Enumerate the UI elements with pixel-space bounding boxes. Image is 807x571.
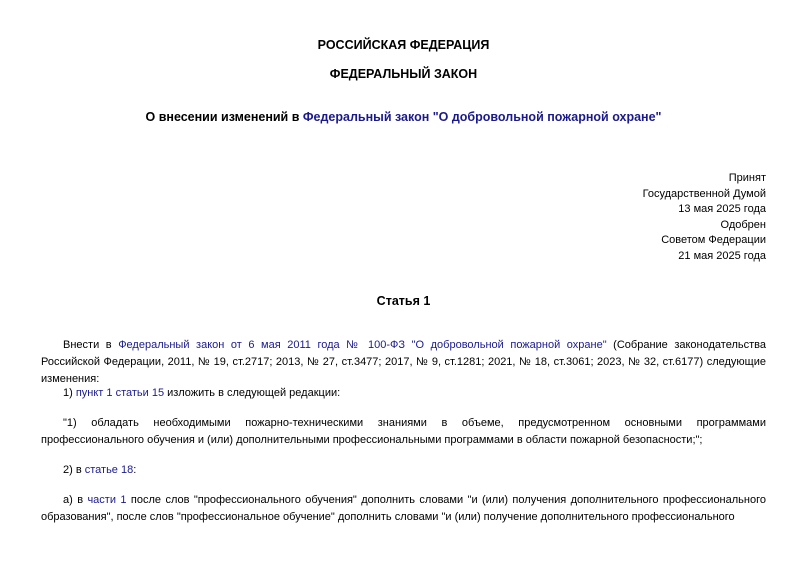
article-18-link[interactable]: статье 18: [84, 464, 134, 476]
law-title-prefix: О внесении изменений в: [145, 110, 303, 124]
item-2-prefix: 2) в: [63, 464, 85, 476]
adoption-accepted: Принят: [728, 172, 766, 184]
adoption-council: Советом Федерации: [661, 234, 766, 247]
paragraph-intro-prefix: Внести в: [63, 339, 119, 351]
adoption-duma: Государственной Думой: [642, 187, 766, 200]
item-2a-prefix: а) в: [63, 494, 88, 506]
adoption-approved: Одобрен: [720, 218, 766, 231]
federal-law-link[interactable]: Федеральный закон от 6 мая 2011 года № 100-ФЗ "О добровольной пожарной охране": [118, 339, 607, 351]
article-item-2: [41, 462, 766, 479]
article-item-1: [41, 385, 766, 402]
article-heading: Статья 1: [376, 294, 431, 308]
part-1-link[interactable]: части 1: [87, 494, 127, 506]
adoption-block: [643, 171, 766, 265]
item-2-suffix: :: [133, 464, 137, 476]
adoption-duma-date: 13 мая 2025 года: [678, 203, 766, 216]
adoption-council-date: 21 мая 2025 года: [678, 249, 766, 262]
article-paragraph-intro: [41, 337, 766, 388]
item-1-suffix: изложить в следующей редакции:: [164, 387, 341, 399]
law-title: [0, 109, 807, 125]
document-type-heading: ФЕДЕРАЛЬНЫЙ ЗАКОН: [329, 67, 478, 81]
law-title-link[interactable]: Федеральный закон "О добровольной пожарной охране": [302, 110, 662, 124]
item-2a-suffix: после слов "профессионального обучения" дополнить словами "и (или) получения дополнительного профессионального образования", после слов "профессиональное обучение" дополнить словами "и (или) получение дополнительного профессионального: [41, 494, 766, 523]
article-item-2a: [41, 492, 766, 526]
country-heading: РОССИЙСКАЯ ФЕДЕРАЦИЯ: [317, 38, 490, 52]
item-1-prefix: 1): [63, 387, 76, 399]
article-item-1-text: "1) обладать необходимыми пожарно-техническими знаниями в объеме, предусмотренном основными программами профессионального обучения и (или) дополнительными профессиональными программами в области пожарной безопасности;";: [41, 417, 766, 446]
paragraph-intro-suffix: (Собрание законодательства Российской Федерации, 2011, № 19, ст.2717; 2013, № 27, ст.3477; 2017, № 9, ст.1281; 2021, № 18, ст.3061; 2023, № 32, ст.6177) следующие изменения:: [41, 339, 766, 385]
article-15-point-1-link[interactable]: пункт 1 статьи 15: [75, 387, 165, 399]
